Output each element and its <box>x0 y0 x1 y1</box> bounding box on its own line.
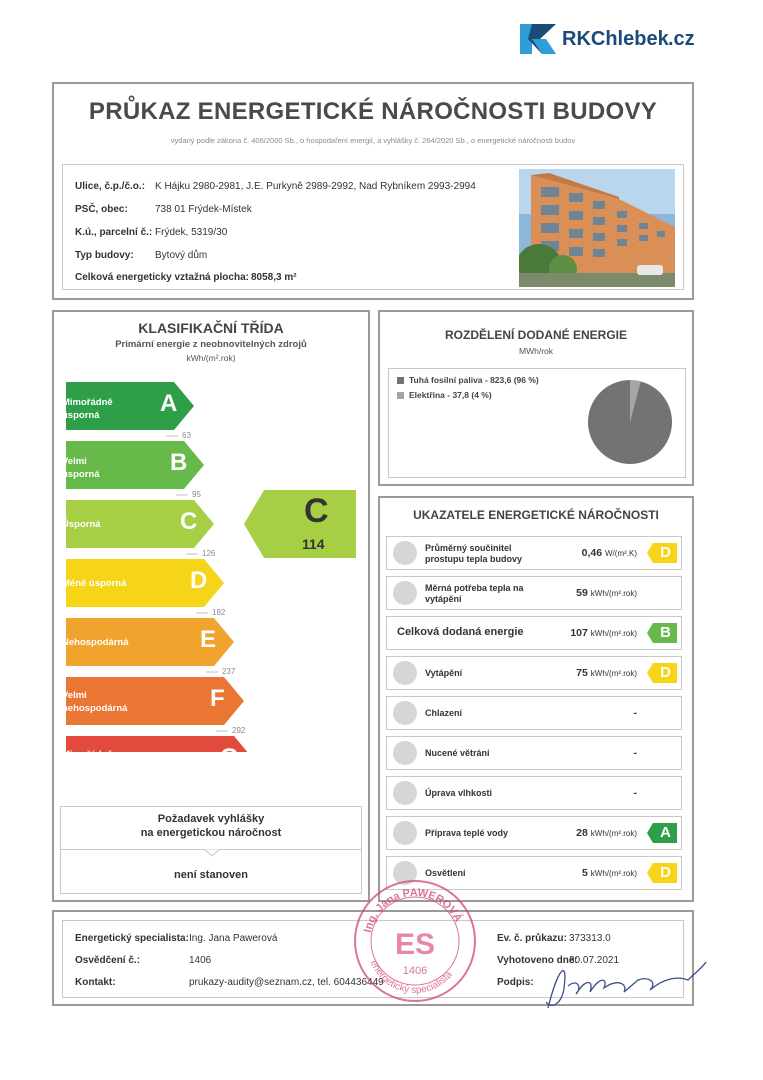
cert-value: 1406 <box>189 955 212 966</box>
specialist-label: Energetický specialista: <box>75 933 189 944</box>
legend-swatch-electricity <box>397 392 404 399</box>
classification-subtitle: Primární energie z neobnovitelných zdrojů <box>115 339 307 350</box>
class-a-letter: A <box>160 390 178 417</box>
indicator-row <box>386 816 682 850</box>
distribution-pie-chart <box>585 377 675 467</box>
indicator-name: Úprava vlhkosti <box>425 788 493 798</box>
indicator-row <box>386 536 682 570</box>
indicator-value <box>576 587 637 599</box>
street-label: Ulice, č.p./č.o.: <box>75 181 146 192</box>
class-f-limit: 292 <box>232 726 246 735</box>
classification-title: KLASIFIKAČNÍ TŘÍDA <box>138 320 284 336</box>
rk-logo-icon <box>518 22 558 56</box>
class-g-letter: G <box>220 744 239 771</box>
distribution-chart-area <box>388 368 686 478</box>
class-c-limit: 126 <box>202 549 216 558</box>
humidity-icon <box>393 781 417 805</box>
area-label: Celková energeticky vztažná plocha: <box>75 272 249 283</box>
class-e-limit: 237 <box>222 667 236 676</box>
date-value: 30.07.2021 <box>569 955 620 966</box>
ku-label: K.ú., parcelní č.: <box>75 227 153 238</box>
classification-box <box>52 310 370 902</box>
indicator-unit: kWh/(m².rok) <box>590 869 637 878</box>
signature <box>538 948 708 1018</box>
distribution-unit: MWh/rok <box>519 346 553 356</box>
distribution-title: ROZDĚLENÍ DODANÉ ENERGIE <box>444 328 627 342</box>
indicator-name: Chlazení <box>425 708 463 718</box>
class-g-label: Mimořádně nehospodárná <box>62 749 128 773</box>
cooling-icon <box>393 701 417 725</box>
indicator-value <box>582 547 637 559</box>
indicator-row <box>386 576 682 610</box>
indicator-value <box>634 787 638 799</box>
indicator-row <box>386 656 682 690</box>
class-f-label: Velmi nehospodárná <box>62 690 128 714</box>
legend-fossil: Tuhá fosilní paliva - 823,6 (96 %) <box>409 375 539 385</box>
class-e-letter: E <box>200 626 217 653</box>
class-c-letter: C <box>180 508 198 535</box>
building-photo <box>519 169 675 287</box>
requirement-box <box>60 806 362 894</box>
requirement-value: není stanoven <box>174 869 248 881</box>
indicator-badge-letter: A <box>660 824 671 841</box>
ev-value: 373313.0 <box>569 933 611 944</box>
indicator-number: 75 <box>576 667 588 679</box>
indicator-badge-letter: D <box>660 544 671 561</box>
indicator-name: Osvětlení <box>425 868 466 878</box>
indicator-value <box>582 867 637 879</box>
ev-label: Ev. č. průkazu: <box>497 933 567 944</box>
indicator-row <box>386 616 682 650</box>
stamp-number: 1406 <box>402 965 428 977</box>
indicator-unit: kWh/(m².rok) <box>590 829 637 838</box>
result-arrow <box>244 490 356 558</box>
stamp-name: Ing. Jana PAWEROVÁ <box>361 886 465 934</box>
type-value: Bytový dům <box>155 250 208 261</box>
thermometer-icon <box>393 661 417 685</box>
page-subtitle: vydaný podle zákona č. 406/2000 Sb., o hospodaření energií, a vyhlášky č. 264/2020 Sb., o energetické náročnosti budov <box>170 136 576 145</box>
indicator-badge-letter: D <box>660 664 671 681</box>
indicator-badge-letter: D <box>660 864 671 881</box>
requirement-arrow-icon <box>204 849 220 857</box>
brand-tld: .cz <box>668 28 695 50</box>
class-a-label: Mimořádně úsporná <box>62 397 113 421</box>
indicator-number: 59 <box>576 587 588 599</box>
class-d-limit: 182 <box>212 608 226 617</box>
stamp-role: energetický specialista <box>367 958 455 997</box>
contact-label: Kontakt: <box>75 977 116 988</box>
classification-unit: kWh/(m².rok) <box>186 353 236 363</box>
brand-name: RKChlebek <box>562 28 669 50</box>
specialist-stamp <box>350 876 480 1006</box>
indicator-number: 107 <box>570 627 588 639</box>
class-c-label: Úsporná <box>62 519 101 530</box>
legend-electricity: Elektřina - 37,8 (4 %) <box>409 390 492 400</box>
indicator-number: 5 <box>582 867 588 879</box>
indicator-badge-letter: B <box>660 624 671 641</box>
indicator-number: - <box>633 747 637 759</box>
indicator-row <box>386 736 682 770</box>
indicator-unit: kWh/(m².rok) <box>590 629 637 638</box>
contact-value: prukazy-audity@seznam.cz, tel. 604436449 <box>189 977 384 988</box>
indicator-row <box>386 776 682 810</box>
stamp-initials: ES <box>394 928 436 961</box>
indicator-row <box>386 696 682 730</box>
area-value: 8058,3 m² <box>251 272 297 283</box>
street-value: K Hájku 2980-2981, J.E. Purkyně 2989-2992, Nad Rybníkem 2993-2994 <box>155 181 476 192</box>
class-b-letter: B <box>170 449 188 476</box>
heat-waves-icon <box>393 581 417 605</box>
page-title: PRŮKAZ ENERGETICKÉ NÁROČNOSTI BUDOVY <box>88 98 658 125</box>
class-b-label: Velmi úsporná <box>62 456 100 480</box>
brand-logo <box>518 22 718 58</box>
indicator-unit: kWh/(m².rok) <box>590 589 637 598</box>
class-d-letter: D <box>190 567 208 594</box>
result-value: 114 <box>302 536 325 552</box>
header-box <box>52 82 694 300</box>
indicator-number: - <box>633 707 637 719</box>
indicator-number: 28 <box>576 827 588 839</box>
class-a-limit: 63 <box>182 431 191 440</box>
specialist-value: Ing. Jana Pawerová <box>189 933 278 944</box>
indicator-unit: kWh/(m².rok) <box>590 669 637 678</box>
class-d-label: Méně úsporná <box>62 578 127 589</box>
indicator-value <box>576 667 637 679</box>
indicator-value <box>634 707 638 719</box>
indicator-unit: W/(m².K) <box>605 549 637 558</box>
indicator-name: Příprava teplé vody <box>425 828 509 838</box>
indicator-name: Nucené větrání <box>425 748 490 758</box>
indicator-value <box>634 747 638 759</box>
indicator-name: Průměrný součinitel prostupu tepla budovy <box>425 543 523 564</box>
psc-label: PSČ, obec: <box>75 204 128 215</box>
sign-label: Podpis: <box>497 977 534 988</box>
fan-icon <box>393 741 417 765</box>
indicator-number: 0,46 <box>581 547 603 559</box>
building-info <box>62 164 684 290</box>
indicator-name: Vytápění <box>425 668 463 678</box>
date-label: Vyhotoveno dne: <box>497 955 578 966</box>
class-b-limit: 95 <box>192 490 201 499</box>
legend-swatch-fossil <box>397 377 404 384</box>
ku-value: Frýdek, 5319/30 <box>155 227 228 238</box>
result-letter: C <box>304 492 329 530</box>
type-label: Typ budovy: <box>75 250 134 261</box>
class-e-label: Nehospodárná <box>62 637 129 648</box>
requirement-title-1: Požadavek vyhlášky <box>157 813 265 825</box>
indicator-name: Celková dodaná energie <box>397 626 524 638</box>
class-f-letter: F <box>210 685 225 712</box>
indicators-box <box>378 496 694 902</box>
indicators-title: UKAZATELE ENERGETICKÉ NÁROČNOSTI <box>413 508 659 522</box>
indicator-value <box>570 627 637 639</box>
psc-value: 738 01 Frýdek-Místek <box>155 204 252 215</box>
indicator-number: - <box>633 787 637 799</box>
cert-label: Osvědčení č.: <box>75 955 141 966</box>
distribution-box <box>378 310 694 486</box>
house-icon <box>393 541 417 565</box>
tap-icon <box>393 821 417 845</box>
requirement-title-2: na energetickou náročnost <box>140 827 282 839</box>
indicator-value <box>576 827 637 839</box>
indicator-name: Měrná potřeba tepla na vytápění <box>425 583 524 604</box>
